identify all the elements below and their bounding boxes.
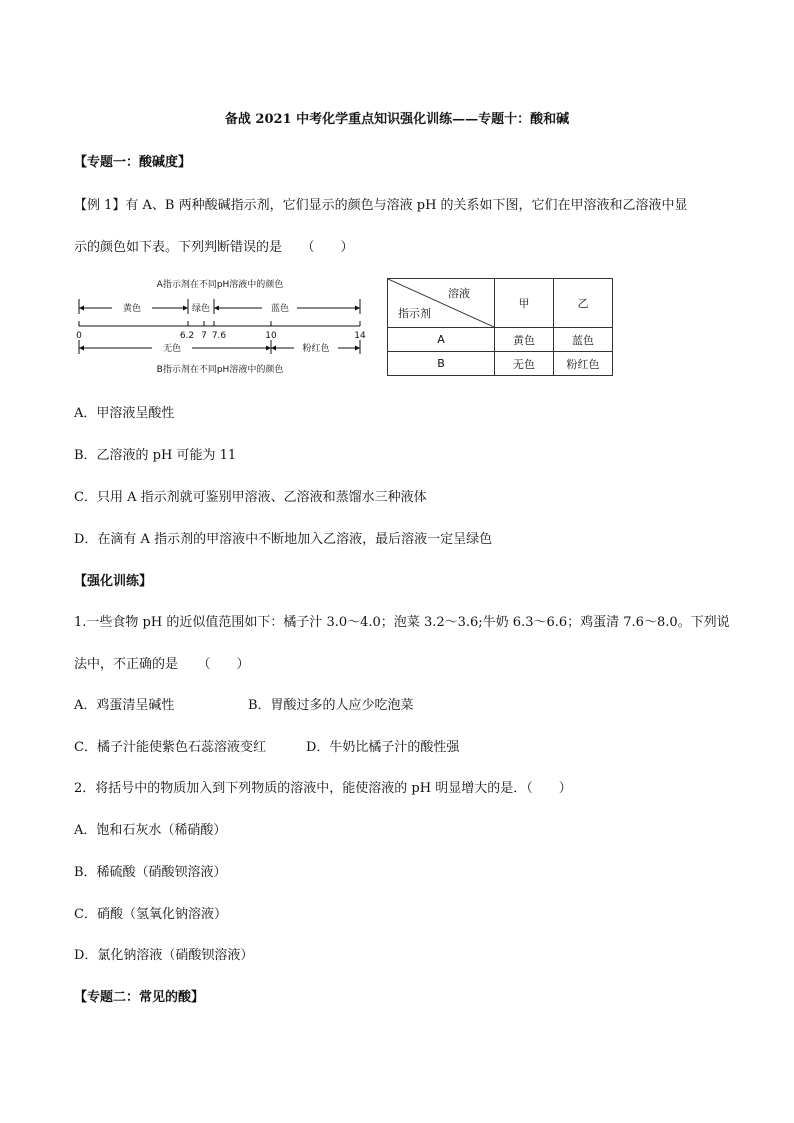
tick-10: 10 xyxy=(265,331,277,341)
example-stem-line-1: 【例 1】有 A、B 两种酸碱指示剂，它们显示的颜色与溶液 pH 的关系如下图，它们在甲溶液和乙溶液中显 xyxy=(74,198,688,213)
range-b-pink: 粉红色 xyxy=(302,344,330,354)
range-a-green: 绿色 xyxy=(191,304,211,314)
table-cell: 无色 xyxy=(495,352,554,376)
table-row-label-b: B xyxy=(388,352,495,376)
diagram-title-a: A指示剂在不同pH溶液中的颜色 xyxy=(156,280,284,290)
document-title: 备战 2021 中考化学重点知识强化训练——专题十：酸和碱 xyxy=(224,112,570,127)
example-stem-line-2: 示的颜色如下表。下列判断错误的是 （ ） xyxy=(74,240,354,255)
table-header-indicator: 指示剂 xyxy=(398,307,431,320)
question-1-option-c: C．橘子汁能使紫色石蕊溶液变红 xyxy=(74,740,266,755)
table-cell: 黄色 xyxy=(495,328,554,352)
question-2-stem: 2．将括号中的物质加入到下列物质的溶液中，能使溶液的 pH 明显增大的是．（ ） xyxy=(74,781,572,796)
section-heading-3: 【专题二：常见的酸】 xyxy=(74,990,205,1005)
example-option-c: C．只用 A 指示剂就可鉴别甲溶液、乙溶液和蒸馏水三种液体 xyxy=(74,490,427,505)
example-option-b: B．乙溶液的 pH 可能为 11 xyxy=(74,448,237,463)
tick-14: 14 xyxy=(354,331,366,341)
question-2-option-d: D．氯化钠溶液（硝酸钡溶液） xyxy=(74,948,254,963)
question-2-option-b: B．稀硫酸（硝酸钡溶液） xyxy=(74,865,227,880)
tick-7: 7 xyxy=(201,331,207,341)
example-option-d: D．在滴有 A 指示剂的甲溶液中不断地加入乙溶液，最后溶液一定呈绿色 xyxy=(74,532,493,547)
example-option-a: A．甲溶液呈酸性 xyxy=(74,406,175,421)
question-1-line-1: 1.一些食物 pH 的近似值范围如下：橘子汁 3.0～4.0；泡菜 3.2～3.6;牛奶 6.3～6.6；鸡蛋清 7.6～8.0。下列说 xyxy=(74,615,730,630)
tick-0: 0 xyxy=(76,331,82,341)
diagram-title-b: B指示剂在不同pH溶液中的颜色 xyxy=(156,365,284,375)
question-2-option-c: C．硝酸（氢氧化钠溶液） xyxy=(74,907,227,922)
table-col-jia: 甲 xyxy=(495,279,554,328)
section-heading-1: 【专题一：酸碱度】 xyxy=(74,155,192,170)
question-1-option-d: D．牛奶比橘子汁的酸性强 xyxy=(306,740,460,755)
table-cell: 粉红色 xyxy=(554,352,613,376)
table-header-solution: 溶液 xyxy=(448,287,470,300)
range-b-colorless: 无色 xyxy=(162,344,182,354)
tick-7-6: 7.6 xyxy=(211,331,227,341)
question-1-option-b: B．胃酸过多的人应少吃泡菜 xyxy=(248,698,414,713)
question-1-line-2: 法中，不正确的是 （ ） xyxy=(74,657,250,672)
table-col-yi: 乙 xyxy=(554,279,613,328)
section-heading-2: 【强化训练】 xyxy=(74,574,153,589)
table-row-label-a: A xyxy=(388,328,495,352)
range-a-blue: 蓝色 xyxy=(270,304,290,314)
range-a-yellow: 黄色 xyxy=(122,304,142,314)
question-2-option-a: A．饱和石灰水（稀硝酸） xyxy=(74,823,227,838)
question-1-option-a: A．鸡蛋清呈碱性 xyxy=(74,698,175,713)
table-cell: 蓝色 xyxy=(554,328,613,352)
indicator-color-table xyxy=(387,278,613,376)
table-diagonal-header xyxy=(388,279,494,327)
tick-6-2: 6.2 xyxy=(179,331,195,341)
ph-indicator-diagram xyxy=(72,274,368,378)
